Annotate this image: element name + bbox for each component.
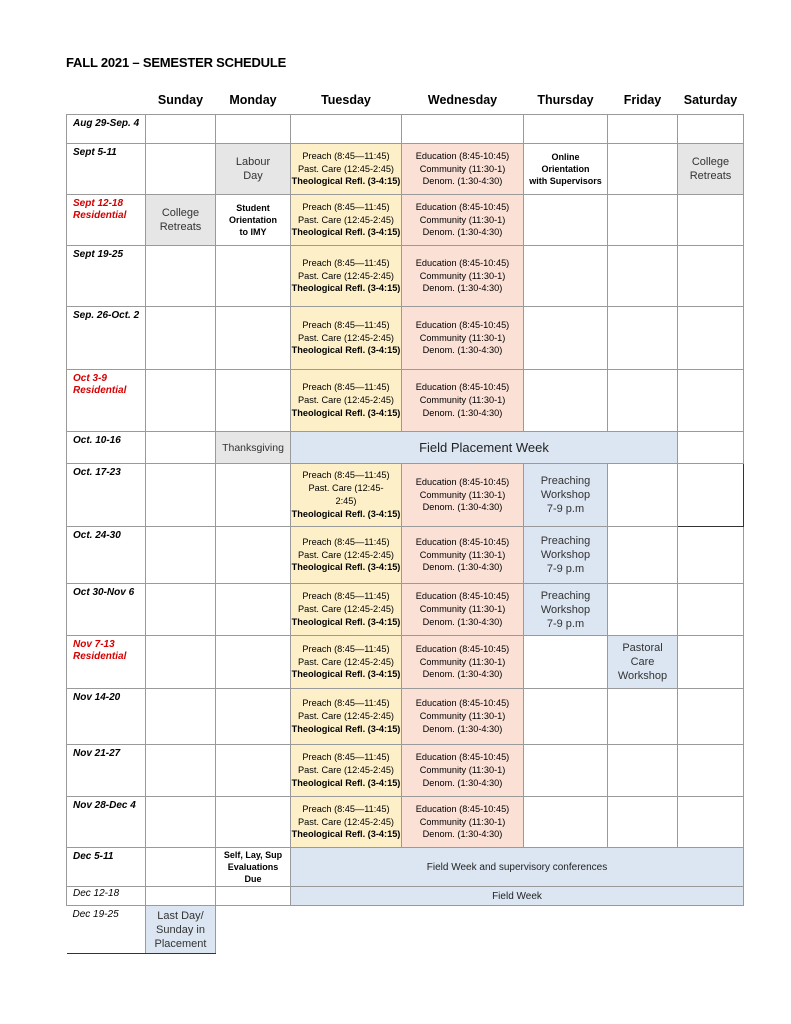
empty-cell: [216, 584, 291, 636]
week-label: Dec 12-18: [67, 887, 146, 906]
wednesday-classes: Education (8:45-10:45) Community (11:30-1) Denom. (1:30-4:30): [402, 144, 524, 195]
week-label: Oct. 24-30: [67, 527, 146, 584]
empty-cell: [524, 307, 608, 370]
week-label: Nov 7-13 Residential: [67, 636, 146, 689]
empty-cell: [608, 246, 678, 307]
empty-cell: [608, 745, 678, 797]
week-row: [67, 797, 744, 848]
schedule-table: [66, 86, 744, 954]
week-row: [67, 195, 744, 246]
empty-cell: [608, 584, 678, 636]
empty-cell: [216, 797, 291, 848]
empty-cell: [524, 689, 608, 745]
empty-cell: [402, 115, 524, 144]
week-row: [67, 636, 744, 689]
empty-cell: [524, 115, 608, 144]
empty-cell: [678, 689, 744, 745]
week-label: Oct 3-9 Residential: [67, 370, 146, 432]
empty-cell: [216, 636, 291, 689]
week-label: Sept 12-18 Residential: [67, 195, 146, 246]
header-monday: Monday: [229, 93, 277, 107]
empty-cell: [146, 887, 216, 906]
week-row: [67, 527, 744, 584]
week-label: Nov 14-20: [67, 689, 146, 745]
week-label: Sep. 26-Oct. 2: [67, 307, 146, 370]
wednesday-classes: Education (8:45-10:45) Community (11:30-1) Denom. (1:30-4:30): [402, 797, 524, 848]
week-row: [67, 887, 744, 906]
empty-cell: [678, 195, 744, 246]
tuesday-classes: Preach (8:45—11:45) Past. Care (12:45-2:45) Theological Refl. (3-4:15): [291, 195, 402, 246]
wednesday-classes: Education (8:45-10:45) Community (11:30-1) Denom. (1:30-4:30): [402, 584, 524, 636]
header-saturday: Saturday: [683, 93, 738, 107]
tuesday-classes: Preach (8:45—11:45) Past. Care (12:45-2:45) Theological Refl. (3-4:15): [291, 745, 402, 797]
empty-cell: [146, 848, 216, 887]
empty-cell: [524, 370, 608, 432]
empty-cell: [216, 115, 291, 144]
field-placement-week-cell: Field Placement Week: [291, 432, 678, 464]
field-week-conferences-cell: Field Week and supervisory conferences: [291, 848, 744, 887]
empty-cell: [216, 745, 291, 797]
empty-cell: [608, 689, 678, 745]
week-label: Sept 5-11: [67, 144, 146, 195]
empty-cell: [678, 636, 744, 689]
empty-cell: [678, 584, 744, 636]
empty-cell: [146, 370, 216, 432]
preaching-workshop-cell: Preaching Workshop 7-9 p.m: [524, 464, 608, 527]
empty-cell: [146, 689, 216, 745]
page-title: FALL 2021 – SEMESTER SCHEDULE: [66, 55, 287, 70]
wednesday-classes: Education (8:45-10:45) Community (11:30-1) Denom. (1:30-4:30): [402, 745, 524, 797]
week-row: [67, 848, 744, 887]
empty-cell: [216, 307, 291, 370]
tuesday-classes: Preach (8:45—11:45) Past. Care (12:45-2:45) Theological Refl. (3-4:15): [291, 144, 402, 195]
empty-cell: [524, 745, 608, 797]
wednesday-classes: Education (8:45-10:45) Community (11:30-1) Denom. (1:30-4:30): [402, 689, 524, 745]
college-retreats-cell: College Retreats: [678, 144, 744, 195]
header-row: [67, 86, 744, 115]
empty-cell: [146, 307, 216, 370]
week-label: Aug 29-Sep. 4: [67, 115, 146, 144]
empty-cell: [216, 906, 291, 954]
thanksgiving-cell: Thanksgiving: [216, 432, 291, 464]
empty-cell: [524, 246, 608, 307]
empty-cell: [216, 689, 291, 745]
week-label: Nov 28-Dec 4: [67, 797, 146, 848]
tuesday-classes: Preach (8:45—11:45) Past. Care (12:45-2:45) Theological Refl. (3-4:15): [291, 797, 402, 848]
empty-cell: [608, 115, 678, 144]
empty-cell: [216, 527, 291, 584]
header-thursday: Thursday: [537, 93, 594, 107]
tuesday-classes: Preach (8:45—11:45) Past. Care (12:45-2:45) Theological Refl. (3-4:15): [291, 636, 402, 689]
empty-cell: [146, 636, 216, 689]
header-tuesday: Tuesday: [321, 93, 371, 107]
empty-cell: [608, 370, 678, 432]
empty-cell: [402, 906, 524, 954]
empty-cell: [524, 797, 608, 848]
header-friday: Friday: [623, 93, 662, 107]
empty-cell: [678, 906, 744, 954]
empty-cell: [146, 464, 216, 527]
empty-cell: [608, 464, 678, 527]
empty-cell: [524, 195, 608, 246]
wednesday-classes: Education (8:45-10:45) Community (11:30-1) Denom. (1:30-4:30): [402, 464, 524, 527]
empty-cell: [608, 527, 678, 584]
empty-cell: [678, 527, 744, 584]
empty-cell: [216, 464, 291, 527]
online-orientation-cell: Online Orientation with Supervisors: [524, 144, 608, 195]
empty-cell: [146, 584, 216, 636]
week-row: [67, 745, 744, 797]
week-label: Nov 21-27: [67, 745, 146, 797]
evaluations-due-cell: Self, Lay, Sup Evaluations Due: [216, 848, 291, 887]
tuesday-classes: Preach (8:45—11:45) Past. Care (12:45-2:45) Theological Refl. (3-4:15): [291, 689, 402, 745]
last-day-cell: Last Day/ Sunday in Placement: [146, 906, 216, 954]
empty-cell: [608, 307, 678, 370]
pastoral-care-workshop-cell: Pastoral Care Workshop: [608, 636, 678, 689]
field-week-cell: Field Week: [291, 887, 744, 906]
empty-cell: [524, 636, 608, 689]
week-row: [67, 464, 744, 527]
wednesday-classes: Education (8:45-10:45) Community (11:30-1) Denom. (1:30-4:30): [402, 195, 524, 246]
empty-cell: [678, 370, 744, 432]
tuesday-classes: Preach (8:45—11:45) Past. Care (12:45-2:45) Theological Refl. (3-4:15): [291, 246, 402, 307]
week-row: [67, 689, 744, 745]
week-row: [67, 906, 744, 954]
week-label: Oct. 10-16: [67, 432, 146, 464]
empty-cell: [216, 370, 291, 432]
empty-cell: [146, 246, 216, 307]
empty-cell: [678, 307, 744, 370]
empty-cell: [146, 527, 216, 584]
empty-cell: [678, 246, 744, 307]
empty-cell: [608, 195, 678, 246]
week-label: Oct. 17-23: [67, 464, 146, 527]
wednesday-classes: Education (8:45-10:45) Community (11:30-1) Denom. (1:30-4:30): [402, 636, 524, 689]
empty-cell: [608, 797, 678, 848]
labour-day-cell: Labour Day: [216, 144, 291, 195]
wednesday-classes: Education (8:45-10:45) Community (11:30-1) Denom. (1:30-4:30): [402, 246, 524, 307]
empty-cell: [678, 745, 744, 797]
week-row: [67, 584, 744, 636]
empty-cell: [678, 797, 744, 848]
empty-cell: [524, 906, 608, 954]
empty-cell: [608, 906, 678, 954]
student-orientation-cell: Student Orientation to IMY: [216, 195, 291, 246]
empty-cell: [146, 115, 216, 144]
empty-cell: [216, 887, 291, 906]
empty-cell: [291, 115, 402, 144]
preaching-workshop-cell: Preaching Workshop 7-9 p.m: [524, 527, 608, 584]
wednesday-classes: Education (8:45-10:45) Community (11:30-1) Denom. (1:30-4:30): [402, 527, 524, 584]
empty-cell: [146, 797, 216, 848]
week-row: [67, 246, 744, 307]
week-row: [67, 144, 744, 195]
week-row: [67, 370, 744, 432]
tuesday-classes: Preach (8:45—11:45) Past. Care (12:45-2:45) Theological Refl. (3-4:15): [291, 584, 402, 636]
week-label: Sept 19-25: [67, 246, 146, 307]
preaching-workshop-cell: Preaching Workshop 7-9 p.m: [524, 584, 608, 636]
header-wednesday: Wednesday: [427, 93, 498, 107]
empty-cell: [291, 906, 402, 954]
tuesday-classes: Preach (8:45—11:45) Past. Care (12:45-2:45) Theological Refl. (3-4:15): [291, 307, 402, 370]
tuesday-classes: Preach (8:45—11:45) Past. Care (12:45-2:45) Theological Refl. (3-4:15): [291, 527, 402, 584]
college-retreats-cell: College Retreats: [146, 195, 216, 246]
week-label: Dec 19-25: [67, 906, 146, 954]
empty-cell: [146, 432, 216, 464]
empty-cell: [678, 464, 744, 527]
empty-cell: [146, 144, 216, 195]
week-row: [67, 115, 744, 144]
header-blank: [67, 86, 146, 115]
wednesday-classes: Education (8:45-10:45) Community (11:30-1) Denom. (1:30-4:30): [402, 370, 524, 432]
week-label: Oct 30-Nov 6: [67, 584, 146, 636]
tuesday-classes: Preach (8:45—11:45) Past. Care (12:45-2:45) Theological Refl. (3-4:15): [291, 370, 402, 432]
empty-cell: [608, 144, 678, 195]
header-sunday: Sunday: [157, 93, 204, 107]
week-row: [67, 432, 744, 464]
week-label: Dec 5-11: [67, 848, 146, 887]
wednesday-classes: Education (8:45-10:45) Community (11:30-1) Denom. (1:30-4:30): [402, 307, 524, 370]
week-row: [67, 307, 744, 370]
tuesday-classes: Preach (8:45—11:45) Past. Care (12:45- 2:45) Theological Refl. (3-4:15): [291, 464, 402, 527]
empty-cell: [146, 745, 216, 797]
empty-cell: [216, 246, 291, 307]
empty-cell: [678, 115, 744, 144]
empty-cell: [678, 432, 744, 464]
